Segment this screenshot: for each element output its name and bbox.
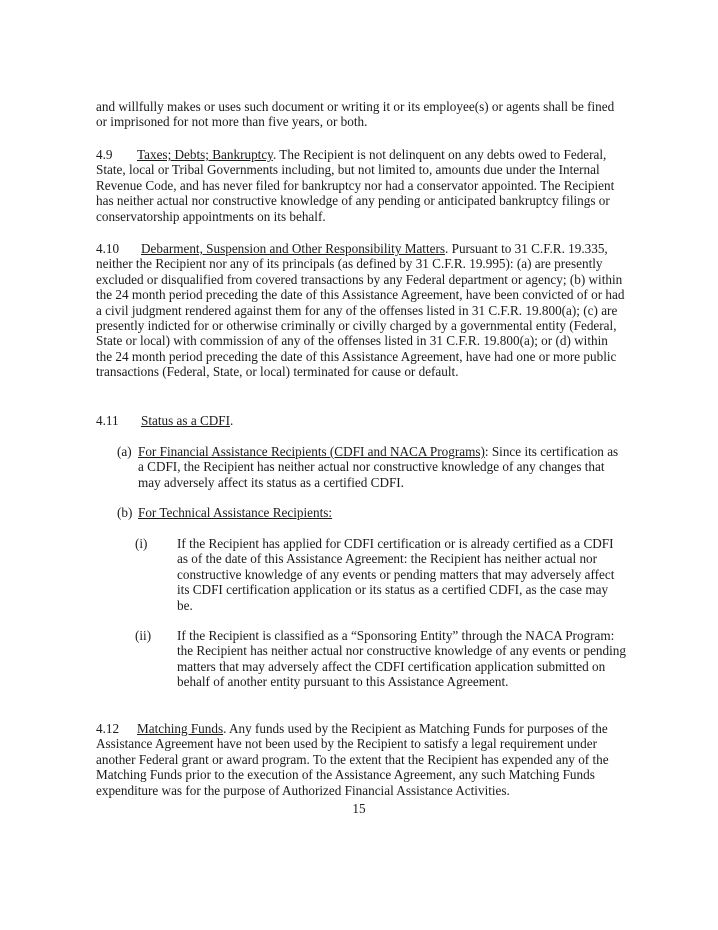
page-number: 15: [352, 801, 366, 816]
subsection-heading: For Financial Assistance Recipients (CDFI and NACA Programs): [138, 444, 485, 459]
subsection-label: (a): [117, 444, 132, 459]
section-heading: Debarment, Suspension and Other Responsibility Matters: [141, 241, 446, 256]
clause-body: If the Recipient is classified as a “Sponsoring Entity” through the NACA Program: the Recipient has neither actual nor constructive knowledge of any events or pending matters that may adversely affect the CDFI certification application submitted on behalf of another entity pursuant to this Assistance Agreement.: [177, 628, 626, 690]
subsection-heading: For Technical Assistance Recipients:: [138, 505, 333, 520]
subsection-label: (b): [117, 505, 133, 520]
section-number: 4.12: [96, 721, 120, 736]
clause-ii: [135, 628, 626, 690]
section-4-10: 4.10 Debarment, Suspension and Other Responsibility Matters. Pursuant to 31 C.F.R. 19.335, neither the Recipient nor any of its principals (as defined by 31 C.F.R. 19.995): (a) are presently excluded or disqualified from covered transactions by any Federal department or agency; (b) within the 24 month period preceding the date of this Assistance Agreement, have been convicted of or had a civil judgment rendered against them for any of the offenses listed in 31 C.F.R. 19.800(a); (c) are presently indicted for or otherwise criminally or civilly charged by a governmental entity (Federal, State or local) with commission of any of the offenses listed in 31 C.F.R. 19.800(a); or (d) within the 24 month period preceding the date of this Assistance Agreement, have had one or more public transactions (Federal, State, or local) terminated for cause or default.: [96, 241, 625, 380]
section-heading: Status as a CDFI: [141, 413, 231, 428]
section-4-12: 4.12 Matching Funds. Any funds used by the Recipient as Matching Funds for purposes of the Assistance Agreement have not been used by the Recipient to satisfy a legal requirement under another Federal grant or award program. To the extent that the Recipient has expended any of the Matching Funds prior to the execution of the Assistance Agreement, any such Matching Funds expenditure was for the purpose of Authorized Financial Assistance Activities.: [96, 721, 609, 798]
clause-label: (i): [135, 536, 148, 551]
section-body: The Recipient is not delinquent on any debts owed to Federal, State, local or Tribal Governments including, but not limited to, amounts due under the Internal Revenue Code, and has never filed for bankruptcy nor had a conservator appointed. The Recipient has neither actual nor constructive knowledge of any pending or anticipated bankruptcy filings or conservatorship appointments on its behalf.: [96, 147, 615, 224]
clause-label: (ii): [135, 628, 152, 643]
section-heading: Taxes; Debts; Bankruptcy: [137, 147, 273, 162]
section-number: 4.11: [96, 413, 119, 428]
subsection-a: [117, 444, 626, 490]
subsection-body: Since its certification as a CDFI, the Recipient has neither actual nor constructive knowledge of any changes that may adversely affect its status as a certified CDFI.: [138, 444, 619, 490]
section-body: Any funds used by the Recipient as Matching Funds for purposes of the Assistance Agreement have not been used by the Recipient to satisfy a legal requirement under another Federal grant or award program. To the extent that the Recipient has expended any of the Matching Funds prior to the execution of the Assistance Agreement, any such Matching Funds expenditure was for the purpose of Authorized Financial Assistance Activities.: [96, 721, 609, 798]
section-number: 4.10: [96, 241, 120, 256]
section-heading: Matching Funds: [137, 721, 224, 736]
clause-body: If the Recipient has applied for CDFI certification or is already certified as a CDFI as of the date of this Assistance Agreement: the Recipient has neither actual nor constructive knowledge of any events or pending matters that may adversely affect its CDFI certification application or its status as a certified CDFI, as the case may be.: [177, 536, 615, 613]
continuation-paragraph: and willfully makes or uses such document or writing it or its employee(s) or agents shall be fined or imprisoned for not more than five years, or both.: [96, 99, 615, 130]
subsection-text: For Financial Assistance Recipients (CDFI and NACA Programs): Since its certification as a CDFI, the Recipient has neither actual nor constructive knowledge of any changes that may adversely affect its status as a certified CDFI.: [138, 444, 619, 490]
section-4-11: 4.11 Status as a CDFI.: [96, 413, 234, 428]
section-number: 4.9: [96, 147, 113, 162]
section-body: Pursuant to 31 C.F.R. 19.335, neither the Recipient nor any of its principals (as defined by 31 C.F.R. 19.995): (a) are presently excluded or disqualified from covered transactions by any Federal department or agency; (b) within the 24 month period preceding the date of this Assistance Agreement, have been convicted of or had a civil judgment rendered against them for any of the offenses listed in 31 C.F.R. 19.800(a); (c) are presently indicted for or otherwise criminally or civilly charged by a governmental entity (Federal, State or local) with commission of any of the offenses listed in 31 C.F.R. 19.800(a); or (d) within the 24 month period preceding the date of this Assistance Agreement, have had one or more public transactions (Federal, State, or local) terminated for cause or default.: [96, 241, 625, 380]
section-4-9: 4.9 Taxes; Debts; Bankruptcy. The Recipient is not delinquent on any debts owed to Federal, State, local or Tribal Governments including, but not limited to, amounts due under the Internal Revenue Code, and has never filed for bankruptcy nor had a conservator appointed. The Recipient has neither actual nor constructive knowledge of any pending or anticipated bankruptcy filings or conservatorship appointments on its behalf.: [96, 147, 615, 224]
clause-i: [135, 536, 626, 613]
subsection-b: [117, 505, 626, 520]
